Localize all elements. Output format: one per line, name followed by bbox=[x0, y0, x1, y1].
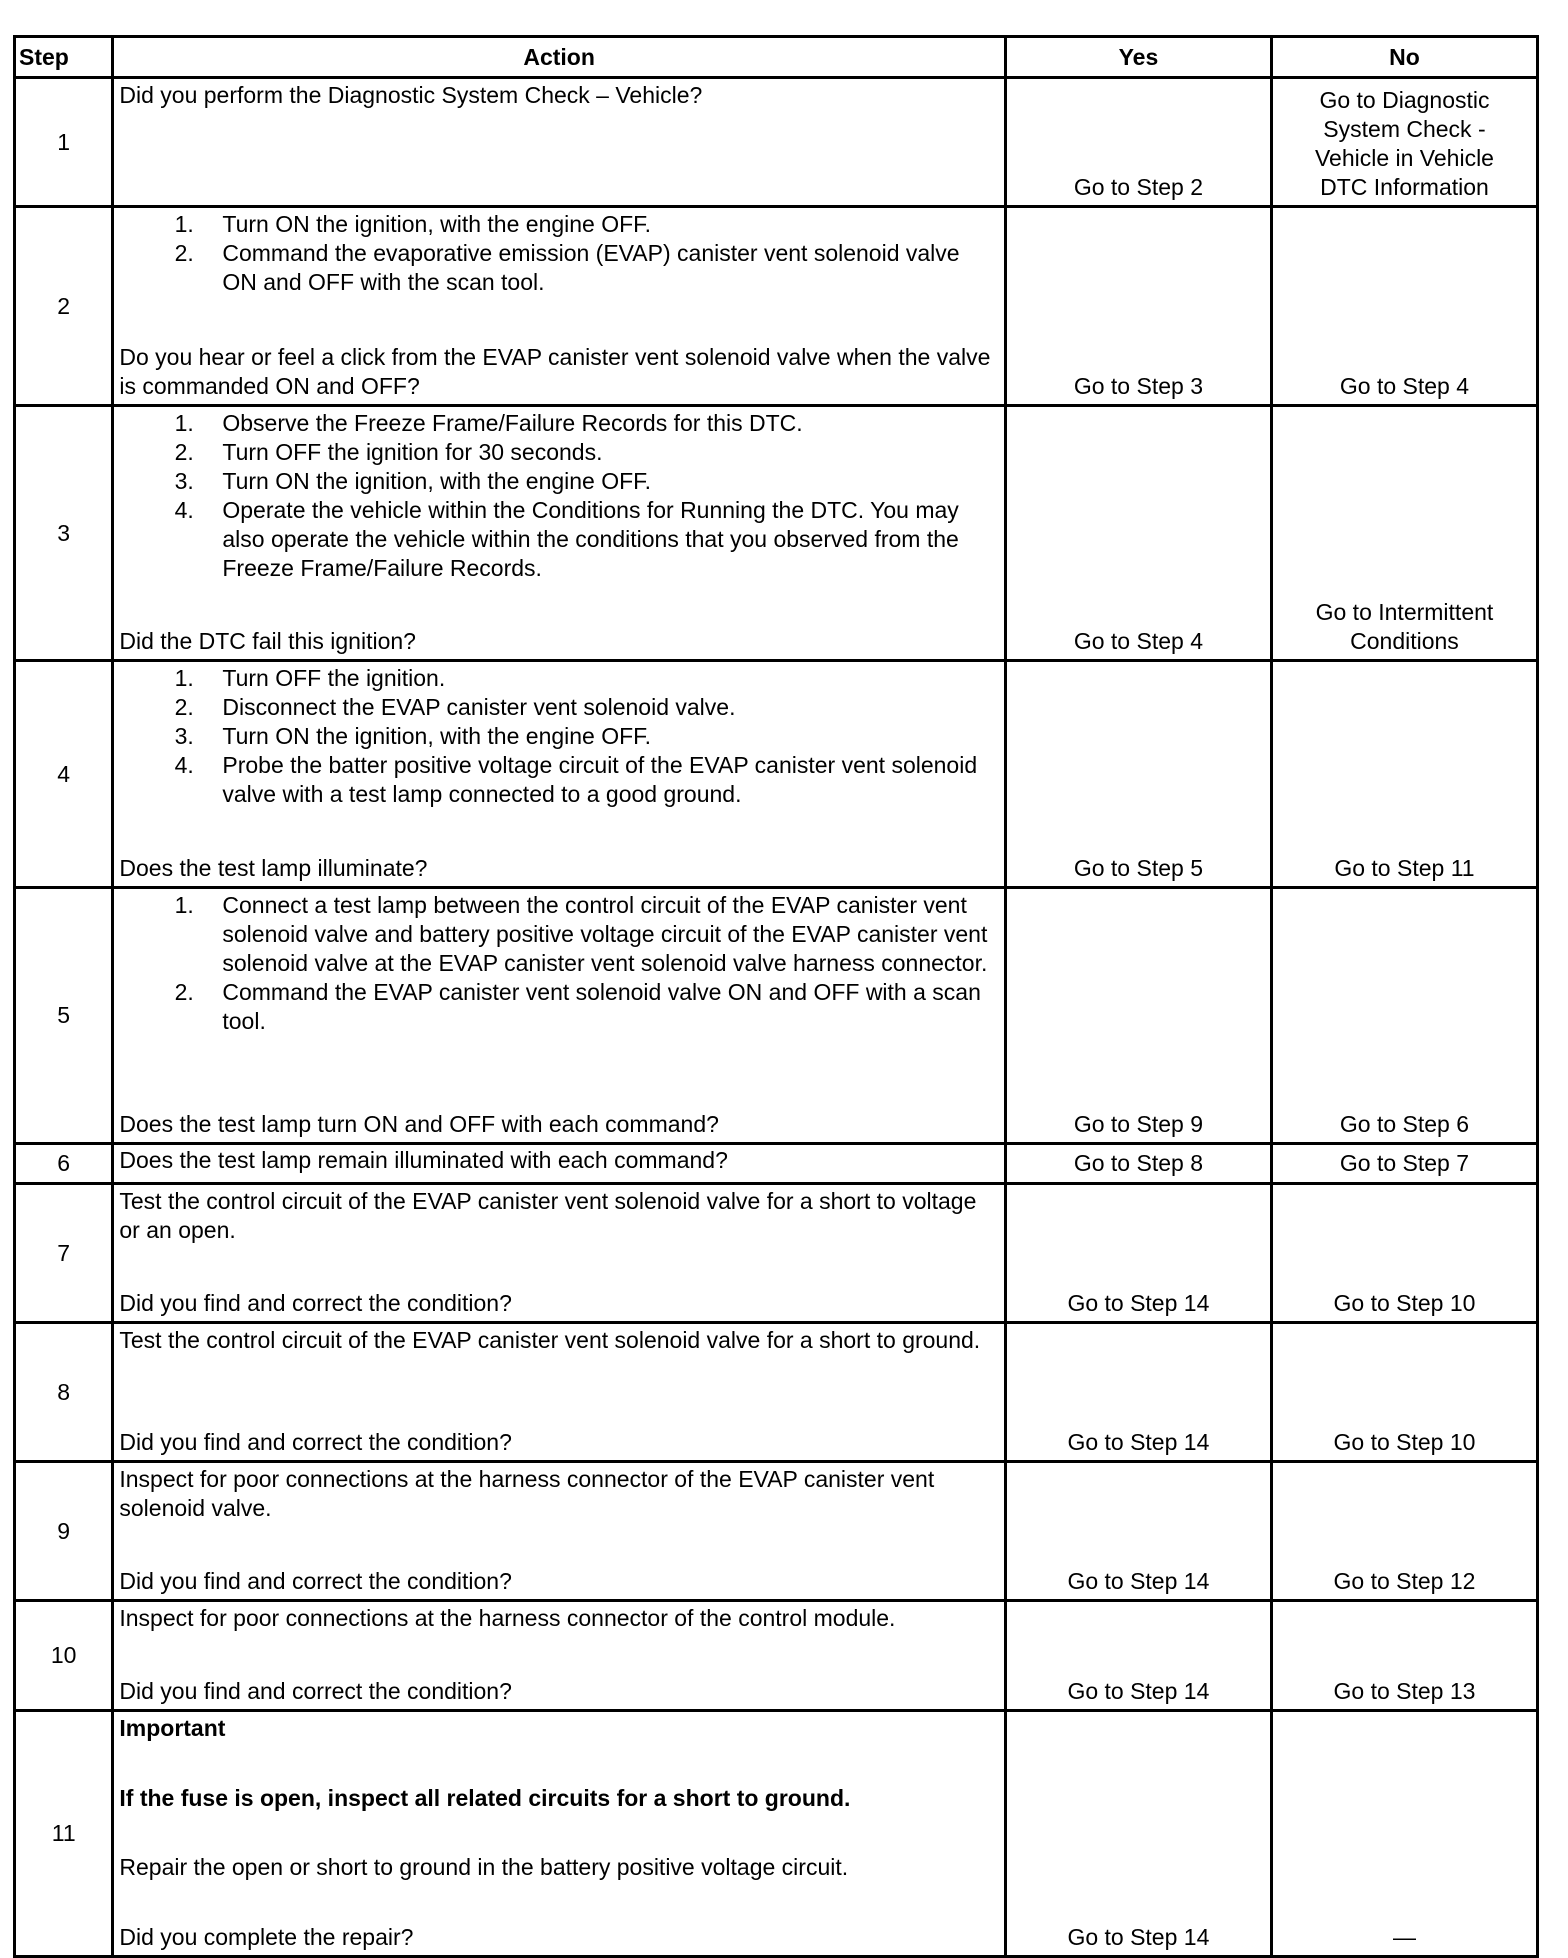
no-link[interactable]: Go to Step 12 bbox=[1271, 1462, 1537, 1601]
important-label: Important bbox=[119, 1715, 226, 1741]
table-row bbox=[15, 1711, 1538, 1957]
yes-link[interactable]: Go to Step 8 bbox=[1005, 1144, 1271, 1184]
step-number: 4 bbox=[15, 661, 113, 888]
procedure-item: 1. Turn OFF the ignition. bbox=[219, 664, 999, 693]
table-row bbox=[15, 78, 1538, 207]
procedure-item: 2. Command the evaporative emission (EVAP) canister vent solenoid valve ON and OFF with the scan tool. bbox=[219, 239, 999, 297]
procedure-item: 1. Connect a test lamp between the control circuit of the EVAP canister vent solenoid valve and battery positive voltage circuit of the EVAP canister vent solenoid valve at the EVAP canister vent solenoid valve harness connector. bbox=[219, 891, 999, 978]
table-row bbox=[15, 1184, 1538, 1323]
header-action: Action bbox=[113, 37, 1006, 78]
table-row bbox=[15, 406, 1538, 661]
header-row bbox=[15, 37, 1538, 78]
header-yes: Yes bbox=[1005, 37, 1271, 78]
instruction-text: Test the control circuit of the EVAP canister vent solenoid valve for a short to voltage or an open. bbox=[119, 1188, 977, 1243]
procedure-item: 3. Turn ON the ignition, with the engine OFF. bbox=[219, 722, 999, 751]
no-link[interactable]: Go to Step 10 bbox=[1271, 1323, 1537, 1462]
step-number: 7 bbox=[15, 1184, 113, 1323]
procedure-item: 3. Turn ON the ignition, with the engine OFF. bbox=[219, 467, 999, 496]
question-text: Do you hear or feel a click from the EVAP canister vent solenoid valve when the valve is commanded ON and OFF? bbox=[119, 344, 991, 399]
action-cell bbox=[113, 1711, 1006, 1957]
action-cell bbox=[113, 1144, 1006, 1184]
yes-link[interactable]: Go to Step 5 bbox=[1005, 661, 1271, 888]
table-row bbox=[15, 1462, 1538, 1601]
no-link: — bbox=[1271, 1711, 1537, 1957]
no-link[interactable]: Go to Step 10 bbox=[1271, 1184, 1537, 1323]
step-number: 6 bbox=[15, 1144, 113, 1184]
procedure-list bbox=[119, 409, 999, 583]
procedure-item: 2. Command the EVAP canister vent solenoid valve ON and OFF with a scan tool. bbox=[219, 978, 999, 1036]
question-text: Did the DTC fail this ignition? bbox=[119, 628, 416, 654]
procedure-item: 4. Operate the vehicle within the Conditions for Running the DTC. You may also operate the vehicle within the conditions that you observed from the Freeze Frame/Failure Records. bbox=[219, 496, 999, 583]
yes-link[interactable]: Go to Step 14 bbox=[1005, 1462, 1271, 1601]
diagnostic-table bbox=[13, 35, 1539, 1958]
table-row bbox=[15, 1323, 1538, 1462]
instruction-text: Test the control circuit of the EVAP canister vent solenoid valve for a short to ground. bbox=[119, 1327, 981, 1353]
no-link[interactable]: Go to Step 7 bbox=[1271, 1144, 1537, 1184]
yes-link[interactable]: Go to Step 14 bbox=[1005, 1601, 1271, 1711]
no-link[interactable]: Go to Diagnostic System Check - Vehicle in Vehicle DTC Information bbox=[1271, 78, 1537, 207]
question-text: Did you find and correct the condition? bbox=[119, 1429, 512, 1455]
procedure-item: 1. Turn ON the ignition, with the engine OFF. bbox=[219, 210, 999, 239]
question-text: Did you perform the Diagnostic System Check – Vehicle? bbox=[119, 82, 703, 108]
action-cell bbox=[113, 1601, 1006, 1711]
step-number: 2 bbox=[15, 207, 113, 406]
table-row bbox=[15, 661, 1538, 888]
action-cell bbox=[113, 78, 1006, 207]
question-text: Does the test lamp remain illuminated with each command? bbox=[119, 1147, 728, 1173]
procedure-list bbox=[119, 210, 999, 297]
question-text: Did you complete the repair? bbox=[119, 1924, 414, 1951]
no-link[interactable]: Go to Step 4 bbox=[1271, 207, 1537, 406]
question-text: Does the test lamp turn ON and OFF with each command? bbox=[119, 1111, 719, 1137]
procedure-list bbox=[119, 664, 999, 809]
procedure-item: 2. Turn OFF the ignition for 30 seconds. bbox=[219, 438, 999, 467]
table-row bbox=[15, 207, 1538, 406]
question-text: Did you find and correct the condition? bbox=[119, 1568, 512, 1594]
action-cell bbox=[113, 1323, 1006, 1462]
action-cell bbox=[113, 406, 1006, 661]
no-link[interactable]: Go to Step 6 bbox=[1271, 888, 1537, 1144]
procedure-item: 2. Disconnect the EVAP canister vent solenoid valve. bbox=[219, 693, 999, 722]
step-number: 9 bbox=[15, 1462, 113, 1601]
action-cell bbox=[113, 1184, 1006, 1323]
table-row bbox=[15, 888, 1538, 1144]
instruction-text: Repair the open or short to ground in the battery positive voltage circuit. bbox=[119, 1854, 849, 1881]
yes-link[interactable]: Go to Step 3 bbox=[1005, 207, 1271, 406]
no-link[interactable]: Go to Intermittent Conditions bbox=[1271, 406, 1537, 661]
yes-link[interactable]: Go to Step 4 bbox=[1005, 406, 1271, 661]
question-text: Did you find and correct the condition? bbox=[119, 1290, 512, 1316]
procedure-item: 1. Observe the Freeze Frame/Failure Records for this DTC. bbox=[219, 409, 999, 438]
procedure-list bbox=[119, 891, 999, 1036]
step-number: 8 bbox=[15, 1323, 113, 1462]
question-text: Does the test lamp illuminate? bbox=[119, 855, 428, 881]
yes-link[interactable]: Go to Step 2 bbox=[1005, 78, 1271, 207]
table-row bbox=[15, 1144, 1538, 1184]
step-number: 10 bbox=[15, 1601, 113, 1711]
action-cell bbox=[113, 207, 1006, 406]
yes-link[interactable]: Go to Step 14 bbox=[1005, 1323, 1271, 1462]
header-no: No bbox=[1271, 37, 1537, 78]
no-link[interactable]: Go to Step 11 bbox=[1271, 661, 1537, 888]
action-cell bbox=[113, 888, 1006, 1144]
procedure-item: 4. Probe the batter positive voltage circuit of the EVAP canister vent solenoid valve with a test lamp connected to a good ground. bbox=[219, 751, 999, 809]
step-number: 11 bbox=[15, 1711, 113, 1957]
action-cell bbox=[113, 1462, 1006, 1601]
no-link[interactable]: Go to Step 13 bbox=[1271, 1601, 1537, 1711]
step-number: 1 bbox=[15, 78, 113, 207]
yes-link[interactable]: Go to Step 9 bbox=[1005, 888, 1271, 1144]
action-cell bbox=[113, 661, 1006, 888]
yes-link[interactable]: Go to Step 14 bbox=[1005, 1711, 1271, 1957]
question-text: Did you find and correct the condition? bbox=[119, 1678, 512, 1704]
header-step: Step bbox=[15, 37, 113, 78]
instruction-text: Inspect for poor connections at the harness connector of the control module. bbox=[119, 1605, 896, 1631]
yes-link[interactable]: Go to Step 14 bbox=[1005, 1184, 1271, 1323]
instruction-text: Inspect for poor connections at the harness connector of the EVAP canister vent solenoid valve. bbox=[119, 1466, 935, 1521]
table-row bbox=[15, 1601, 1538, 1711]
step-number: 5 bbox=[15, 888, 113, 1144]
step-number: 3 bbox=[15, 406, 113, 661]
important-note: If the fuse is open, inspect all related circuits for a short to ground. bbox=[119, 1784, 851, 1811]
